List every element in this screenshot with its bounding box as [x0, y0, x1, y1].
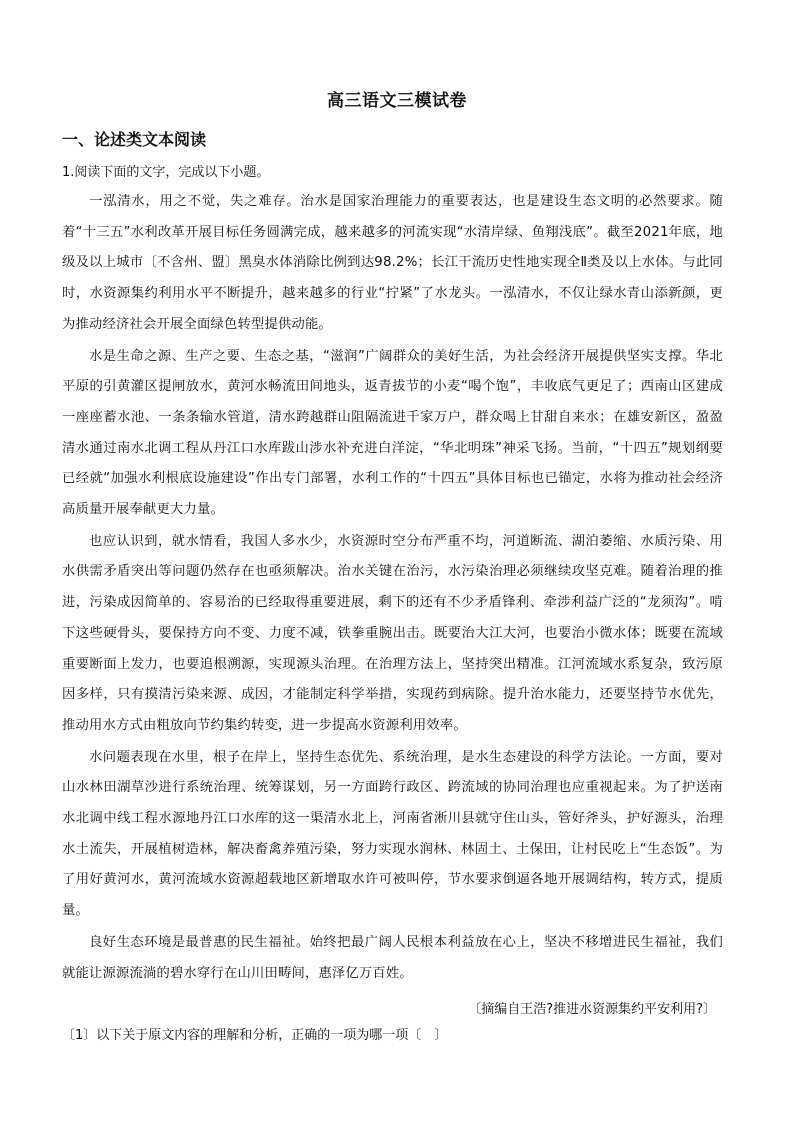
passage-paragraph-1: 一泓清水，用之不觉，失之难存。治水是国家治理能力的重要表达，也是建设生态文明的必然要求。随着“十三五”水利改革开展目标任务圆满完成，越来越多的河流实现“水清岸绿、鱼翔浅底”。截至2021年底，地级及以上城市〔不含州、盟〕黑臭水体消除比例到达98.2%；长江干流历史性地实现全Ⅱ类及以上水体。与此同时，水资源集约利用水平不断提升，越来越多的行业“拧紧”了水龙头。一泓清水，不仅让绿水青山添新颜，更为推动经济社会开展全面绿色转型提供动能。 — [62, 194, 723, 332]
question-instruction: 1.阅读下面的文字，完成以下小题。 — [62, 165, 270, 180]
passage-source: 〔摘编自王浩?推进水资源集约平安利用?〕 — [468, 1002, 716, 1017]
document-title: 高三语文三模试卷 — [327, 91, 467, 111]
passage-paragraph-2: 水是生命之源、生产之要、生态之基，“滋润”广阔群众的美好生活，为社会经济开展提供坚实支撑。华北平原的引黄灌区提闸放水，黄河水畅流田间地头，返青拔节的小麦“喝个饱”，丰收底气更足了；西南山区建成一座座蓄水池、一条条输水管道，清水跨越群山阻隔流进千家万户，群众喝上甘甜自来水；在雄安新区，盈盈清水通过南水北调工程从丹江口水库跋山涉水补充进白洋淀，“华北明珠”神采飞扬。当前，“十四五”规划纲要已经就“加强水利根底设施建设”作出专门部署，水利工作的“十四五”具体目标也已锚定，水将为推动社会经济高质量开展奉献更大力量。 — [62, 348, 723, 518]
passage-paragraph-3: 也应认识到，就水情看，我国人多水少，水资源时空分布严重不均，河道断流、湖泊萎缩、水质污染、用水供需矛盾突出等问题仍然存在也亟须解决。治水关键在治污，水污染治理必须继续攻坚克难。随着治理的推进，污染成因简单的、容易治的已经取得重要进展，剩下的还有不少矛盾锋利、牵涉利益广泛的“龙须沟”。啃下这些硬骨头，要保持方向不变、力度不减，铁拳重腕出击。既要治大江大河，也要治小微水体；既要在流域重要断面上发力，也要追根溯源，实现源头治理。在治理方法上，坚持突出精准。江河流域水系复杂，致污原因多样，只有摸清污染来源、成因，才能制定科学举措，实现药到病除。提升治水能力，还要坚持节水优先，推动用水方式由粗放向节约集约转变，进一步提高水资源利用效率。 — [62, 533, 723, 733]
section-heading: 一、论述类文本阅读 — [62, 130, 207, 149]
passage-paragraph-4: 水问题表现在水里，根子在岸上，坚持生态优先、系统治理，是水生态建设的科学方法论。一方面，要对山水林田湖草沙进行系统治理、统筹谋划，另一方面跨行政区、跨流域的协同治理也应重视起来。为了护送南水北调中线工程水源地丹江口水库的这一渠清水北上，河南省淅川县就守住山头，管好斧头，护好源头，治理水土流失，开展植树造林，解决畜禽养殖污染，努力实现水润林、林固土、土保田，让村民吃上“生态饭”。为了用好黄河水，黄河流域水资源超载地区新增取水许可被叫停，节水要求倒逼各地开展调结构，转方式，提质量。 — [62, 749, 723, 919]
passage-body — [62, 187, 723, 990]
passage-paragraph-5: 良好生态环境是最普惠的民生福祉。始终把最广阔人民根本利益放在心上，坚决不移增进民生福祉，我们就能让源源流淌的碧水穿行在山川田畴间，惠泽亿万百姓。 — [62, 934, 723, 981]
sub-question-1: 〔1〕以下关于原文内容的理解和分析，正确的一项为哪一项〔 〕 — [62, 1028, 448, 1043]
